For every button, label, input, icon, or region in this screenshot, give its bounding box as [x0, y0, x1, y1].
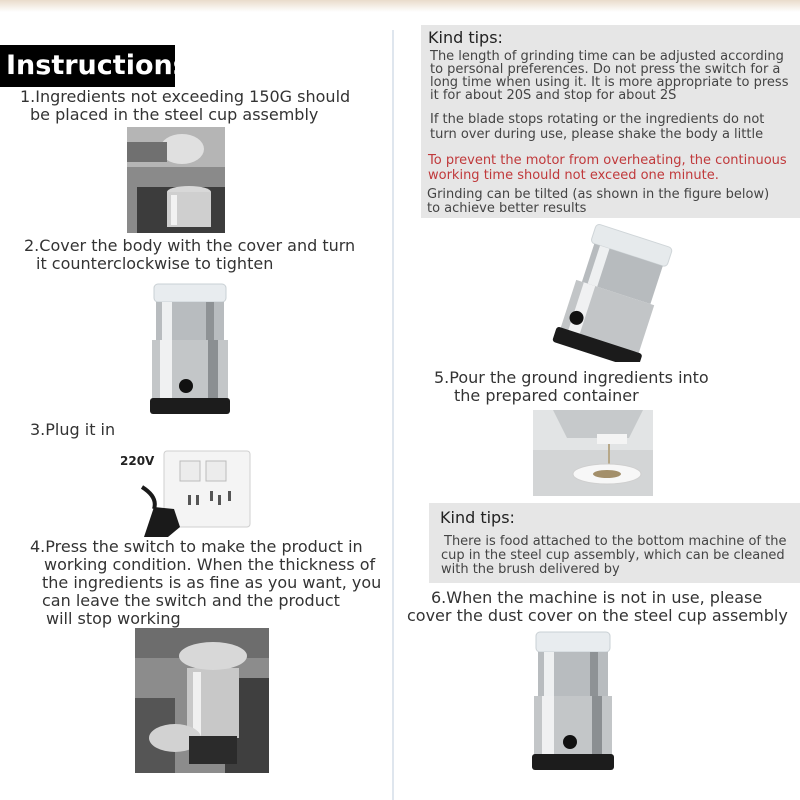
- tip1-warning-line-1: To prevent the motor from overheating, the continuous: [428, 153, 787, 168]
- kind-tips-1-paragraph-4: [427, 188, 769, 216]
- kind-tips-1-heading: Kind tips:: [428, 28, 503, 47]
- step-4-line-4: can leave the switch and the product: [42, 591, 340, 610]
- step-2-grinder-photo: [148, 280, 232, 416]
- step-4-line-3: the ingredients is as fine as you want, you: [42, 573, 382, 592]
- step-1-photo: [127, 127, 225, 233]
- tip1-p4-line-2: to achieve better results: [427, 201, 587, 216]
- tip1-p1-line-1: The length of grinding time can be adjusted according: [430, 49, 784, 64]
- step-5-pour-photo: [533, 410, 653, 496]
- step-1-line-2: be placed in the steel cup assembly: [30, 105, 319, 124]
- step-3-outlet-photo: [140, 447, 252, 539]
- kind-tips-1-paragraph-1: [430, 50, 788, 102]
- step-4-line-1: 4.Press the switch to make the product in: [30, 537, 363, 556]
- step-3-line-1: 3.Plug it in: [30, 420, 116, 439]
- tip2-line-2: cup in the steel cup assembly, which can be cleaned: [441, 548, 785, 563]
- kind-tips-2-paragraph: [441, 535, 786, 577]
- kind-tips-2-heading: Kind tips:: [440, 508, 515, 527]
- step-5-text: [434, 369, 709, 405]
- step-6-grinder-photo: [530, 628, 616, 773]
- step-1-line-1: 1.Ingredients not exceeding 150G should: [20, 87, 351, 106]
- kind-tips-1-warning: [428, 153, 787, 183]
- tilted-grinder-photo: [540, 222, 675, 362]
- step-2-text: [24, 237, 355, 273]
- step-5-line-1: 5.Pour the ground ingredients into: [434, 368, 709, 387]
- tip1-p1-line-2: to personal preferences. Do not press the switch for a: [430, 62, 781, 77]
- tip2-line-3: with the brush delivered by: [441, 562, 620, 577]
- step-6-line-1: 6.When the machine is not in use, please: [431, 588, 763, 607]
- page-title: Instructions: [0, 45, 175, 87]
- step-3-text: [30, 421, 115, 439]
- step-4-photo: [135, 628, 269, 773]
- tip1-warning-line-2: working time should not exceed one minute.: [428, 168, 719, 183]
- step-4-line-2: working condition. When the thickness of: [44, 555, 376, 574]
- top-edge-hint: [0, 0, 800, 12]
- step-6-line-2: cover the dust cover on the steel cup assembly: [407, 606, 788, 625]
- outlet-voltage-label: 220V: [120, 454, 155, 468]
- tip1-p2-line-2: turn over during use, please shake the body a little: [430, 127, 764, 142]
- step-5-line-2: the prepared container: [454, 386, 639, 405]
- step-2-line-1: 2.Cover the body with the cover and turn: [24, 236, 356, 255]
- step-4-line-5: will stop working: [46, 609, 181, 628]
- step-6-text: [407, 589, 788, 625]
- tip2-line-1: There is food attached to the bottom machine of the: [444, 534, 787, 549]
- step-1-text: [20, 88, 350, 124]
- step-4-text: [30, 538, 381, 628]
- tip1-p1-line-3: long time when using it. It is more appropriate to press: [430, 75, 789, 90]
- tip1-p2-line-1: If the blade stops rotating or the ingredients do not: [430, 112, 765, 127]
- step-2-line-2: it counterclockwise to tighten: [36, 254, 274, 273]
- column-divider: [392, 30, 394, 800]
- tip1-p4-line-1: Grinding can be tilted (as shown in the figure below): [427, 187, 770, 202]
- tip1-p1-line-4: it for about 20S and stop for about 2S: [430, 88, 677, 103]
- kind-tips-1-paragraph-2: [430, 112, 764, 142]
